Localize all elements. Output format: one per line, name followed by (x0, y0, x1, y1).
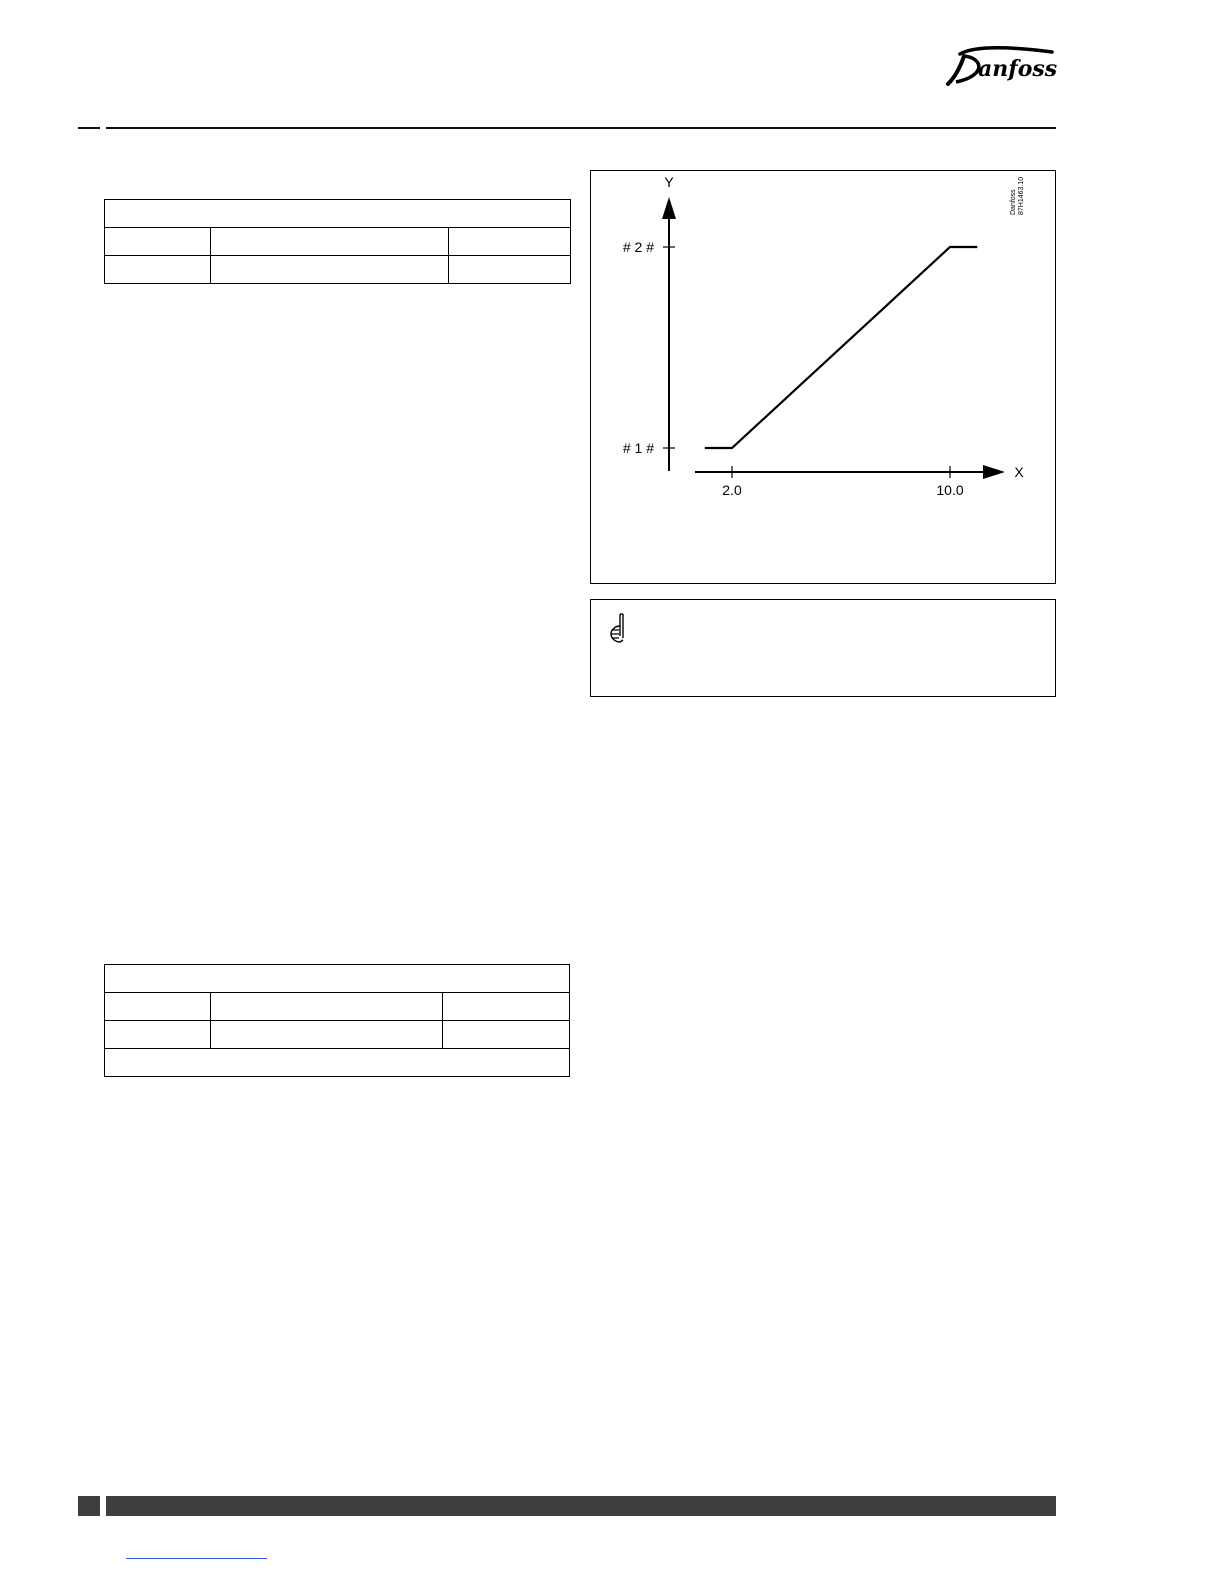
table-cell (105, 1021, 211, 1049)
table-cell (211, 993, 443, 1021)
footer-bar (106, 1496, 1056, 1516)
table-cell (449, 256, 571, 284)
x-axis-label: X (1014, 464, 1024, 480)
y-tick-label: # 2 # (622, 239, 654, 255)
table-cell (105, 256, 211, 284)
pointing-hand-icon (607, 612, 629, 644)
table-title-cell (105, 965, 570, 993)
y-axis-arrow (662, 197, 676, 219)
header-rule-left (78, 127, 100, 129)
figure-side-label-brand: Danfoss (1010, 189, 1017, 215)
table-cell (443, 1021, 570, 1049)
table-cell (449, 228, 571, 256)
y-axis-label: Y (664, 174, 674, 190)
table-title-cell (105, 200, 571, 228)
chart-figure (590, 170, 1056, 584)
chart-svg (591, 171, 1055, 583)
series-line (705, 247, 978, 448)
x-tick-label: 10.0 (936, 482, 964, 498)
svg-text:anfoss: anfoss (978, 56, 1058, 82)
table-cell (105, 228, 211, 256)
header-rule (106, 127, 1056, 129)
parameter-table-bottom (104, 964, 570, 1077)
table-cell (211, 256, 449, 284)
table-cell (105, 993, 211, 1021)
table-row (105, 228, 571, 256)
table-row (105, 1049, 570, 1077)
footer-block (78, 1496, 100, 1516)
note-box (590, 599, 1056, 697)
table-header-row (105, 965, 570, 993)
table-row (105, 993, 570, 1021)
x-axis-arrow (983, 465, 1005, 479)
figure-side-label-code: 87H1463.10 (1018, 176, 1025, 215)
table-cell (105, 1049, 570, 1077)
parameter-table-top (104, 199, 571, 284)
table-cell (211, 1021, 443, 1049)
table-cell (443, 993, 570, 1021)
table-row (105, 1021, 570, 1049)
footer-link[interactable] (126, 1558, 267, 1559)
danfoss-logo (944, 42, 1058, 90)
table-row (105, 256, 571, 284)
table-cell (211, 228, 449, 256)
table-header-row (105, 200, 571, 228)
y-tick-label: # 1 # (622, 440, 654, 456)
x-tick-label: 2.0 (722, 482, 742, 498)
